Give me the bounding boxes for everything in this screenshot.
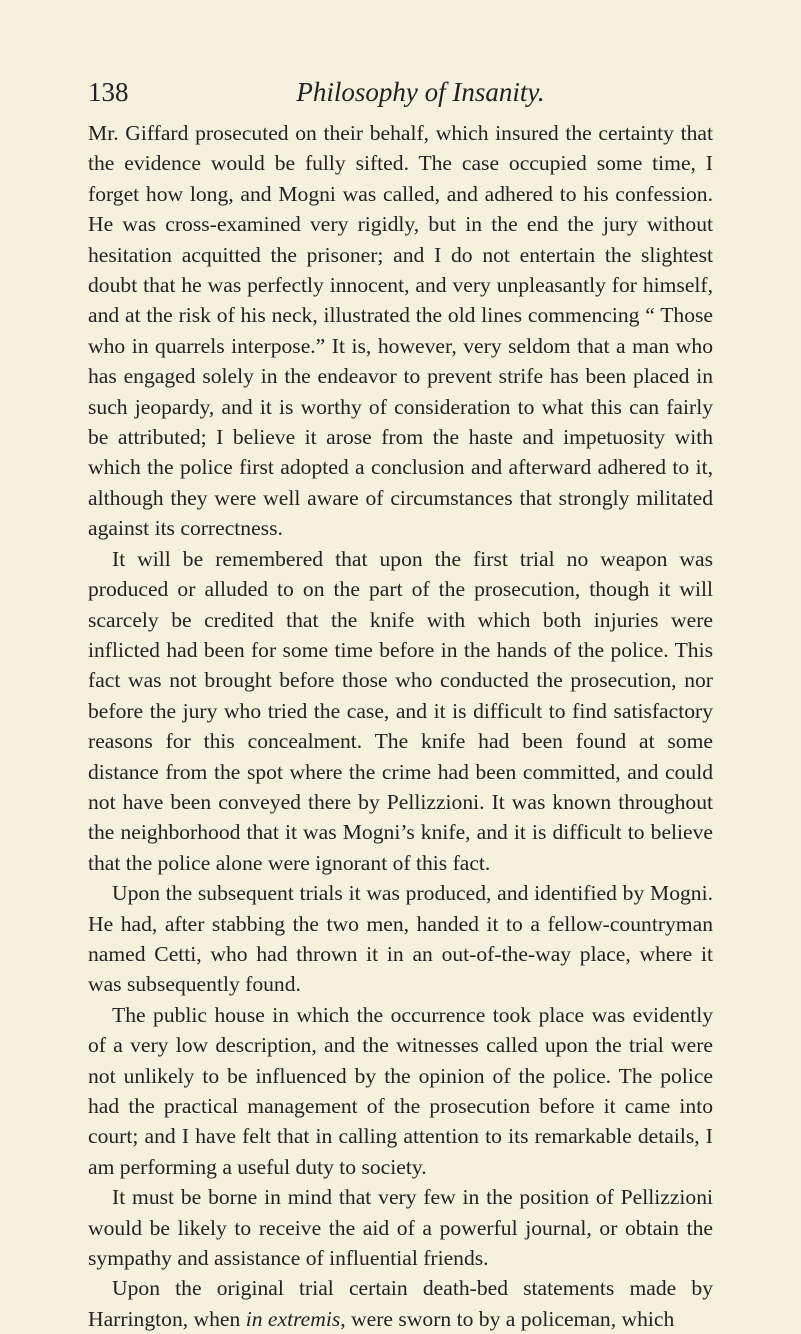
book-title: Philosophy of Insanity. bbox=[296, 77, 545, 107]
paragraph bbox=[88, 1273, 713, 1334]
body-text bbox=[88, 118, 713, 1334]
paragraph: It must be borne in mind that very few in the position of Pellizzioni would be likely to receive the aid of a powerful journal, or obtain the sympathy and assistance of influential friends. bbox=[88, 1185, 713, 1271]
paragraph: Mr. Giffard prosecuted on their behalf, which insured the certainty that the evidence would be fully sifted. The case occupied some time, I forget how long, and Mogni was called, and adhered to his confession. He was cross-examined very rigidly, but in the end the jury without hesitation acquitted the prisoner; and I do not entertain the slightest doubt that he was perfectly innocent, and very unpleasantly for himself, and at the risk of his neck, illustrated the old lines commencing “ Those who in quarrels interpose.” It is, however, very seldom that a man who has engaged solely in the endeavor to prevent strife has been placed in such jeopardy, and it is worthy of consideration to what this can fairly be attributed; I believe it arose from the haste and impetuosity with which the police first adopted a conclusion and afterward adhered to it, although they were well aware of circumstances that strongly militated against its correctness. bbox=[88, 121, 713, 541]
paragraph: Upon the subsequent trials it was produced, and identified by Mogni. He had, after stabbing the two men, handed it to a fellow-countryman named Cetti, who had thrown it in an out-of-the-way place, where it was subsequently found. bbox=[88, 881, 713, 997]
paragraph-text: Upon the original trial certain death-bed statements made by Harrington, when bbox=[88, 1276, 713, 1331]
paragraph: It will be remembered that upon the first trial no weapon was produced or alluded to on the part of the prosecution, though it will scarcely be credited that the knife with which both injuries were inflicted had been for some time before in the hands of the police. This fact was not brought before those who conducted the prosecution, nor before the jury who tried the case, and it is difficult to find satisfactory reasons for this concealment. The knife had been found at some distance from the spot where the crime had been committed, and could not have been conveyed there by Pellizzioni. It was known throughout the neighborhood that it was Mogni’s knife, and it is difficult to believe that the police alone were ignorant of this fact. bbox=[88, 546, 713, 875]
italic-phrase: in extremis bbox=[245, 1306, 341, 1331]
running-head bbox=[88, 72, 713, 112]
page-number: 138 bbox=[88, 77, 129, 107]
paragraph-text: , were sworn to by a policeman, which bbox=[340, 1306, 675, 1331]
paragraph: The public house in which the occurrence took place was evidently of a very low description, and the witnesses called upon the trial were not unlikely to be influenced by the opinion of the police. The police had the practical management of the prosecution before it came into court; and I have felt that in calling attention to its remarkable details, I am performing a useful duty to society. bbox=[88, 1002, 713, 1179]
